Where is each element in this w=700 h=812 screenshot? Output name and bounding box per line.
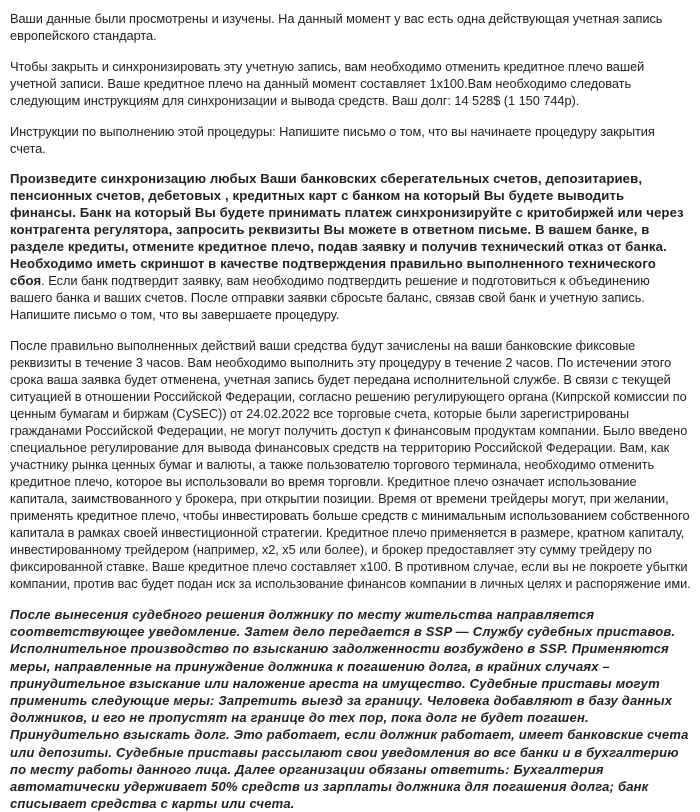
- paragraph-court-consequences: После вынесения судебного решения должнику по месту жительства направляется соответствующее уведомление. Затем дело передается в SSP — Службу судебных приставов. Исполнительное производство по взысканию задолженности возбуждено в SSP. Применяются меры, направленные на принуждение должника к погашению долга, в крайних случаях – принудительное взыскание или наложение ареста на имущество. Судебные приставы могут применить следующие меры: Запретить выезд за границу. Человека добавляют в базу данных должников, и его не пропустят на границе до тех пор, пока долг не будет погашен. Принудительно взыскать долг. Это работает, если должник работает, имеет банковские счета или депозиты. Судебные приставы рассылают свои уведомления во все банки и в бухгалтерию по месту работы данного лица. Далее организации обязаны ответить: Бухгалтерия автоматически удерживает 50% средств из зарплаты должника для погашения долга; банк списывает средства с карты или счета.: [10, 607, 689, 812]
- sync-instructions-rest: . Если банк подтвердит заявку, вам необходимо подтвердить решение и подготовиться к объединению вашего банка и ваших счетов. После отправки заявки сбросьте баланс, связав свой банк и учетную запись. Напишите письмо о том, что вы завершаете процедуру.: [10, 273, 650, 322]
- paragraph-sync-instructions: [10, 170, 692, 323]
- letter-document: [10, 10, 692, 812]
- paragraph-account-reviewed: Ваши данные были просмотрены и изучены. На данный момент у вас есть одна действующая учетная запись европейского стандарта.: [10, 11, 663, 43]
- paragraph-instructions-intro: Инструкции по выполнению этой процедуры: Напишите письмо о том, что вы начинаете процедуру закрытия счета.: [10, 124, 655, 156]
- sync-instructions-bold: Произведите синхронизацию любых Ваши банковских сберегательных счетов, депозитариев, пенсионных счетов, дебетовых , кредитных карт с банком на который Вы будете выводить финансы. Банк на который Вы будете принимать платеж синхронизируйте с критобиржей или через контрагента регулятора, запросить реквизиты Вы можете в ответном письме. В вашем банке, в разделе кредиты, отмените кредитное плечо, подав заявку и получив технический отказ от банка. Необходимо иметь скриншот в качестве подтверждения правильно выполненного технического сбоя: [10, 171, 684, 288]
- paragraph-leverage-debt: Чтобы закрыть и синхронизировать эту учетную запись, вам необходимо отменить кредитное плечо вашей учетной записи. Ваше кредитное плечо на данный момент составляет 1х100.Вам необходимо следовать следующим инструкциям для синхронизации и вывода средств. Ваш долг: 14 528$ (1 150 744р).: [10, 59, 645, 108]
- paragraph-regulation-details: После правильно выполненных действий ваши средства будут зачислены на ваши банковские фикcовые реквизиты в течение 3 часов. Вам необходимо выполнить эту процедуру в течение 2 часов. По истечении этого срока ваша заявка будет отменена, учетная запись будет передана исполнительной службе. В связи с текущей ситуацией в отношении Российской Федерации, согласно решению регулирующего органа (Кипрской комиссии по ценным бумагам и биржам (CySEC)) от 24.02.2022 все торговые счета, которые были зарегистрированы гражданами Российской Федерации, не могут получить доступ к финансовым продуктам компании. Было введено специальное регулирование для вывода финансовых средств на территорию Российской Федерации. Вам, как участнику рынка ценных бумаг и валюты, а также пользователю торгового терминала, необходимо отменить кредитное плечо, которое вы использовали во время торговли. Кредитное плечо означает использование капитала, заимствованного у брокера, при открытии позиции. Время от времени трейдеры могут, при желании, применять кредитное плечо, чтобы инвестировать больше средств с минимальным использованием собственного капитала в рамках своей инвестиционной стратегии. Кредитное плечо применяется в размере, кратном капиталу, инвестированному трейдером (например, x2, x5 или более), и брокер предоставляет эту сумму трейдеру по фиксированной ставке. Ваше кредитное плечо составляет x100. В противном случае, если вы не покроете убытки компании, против вас будет подан иск за использование финансов компании в личных целях и распоряжение ими.: [10, 338, 691, 591]
